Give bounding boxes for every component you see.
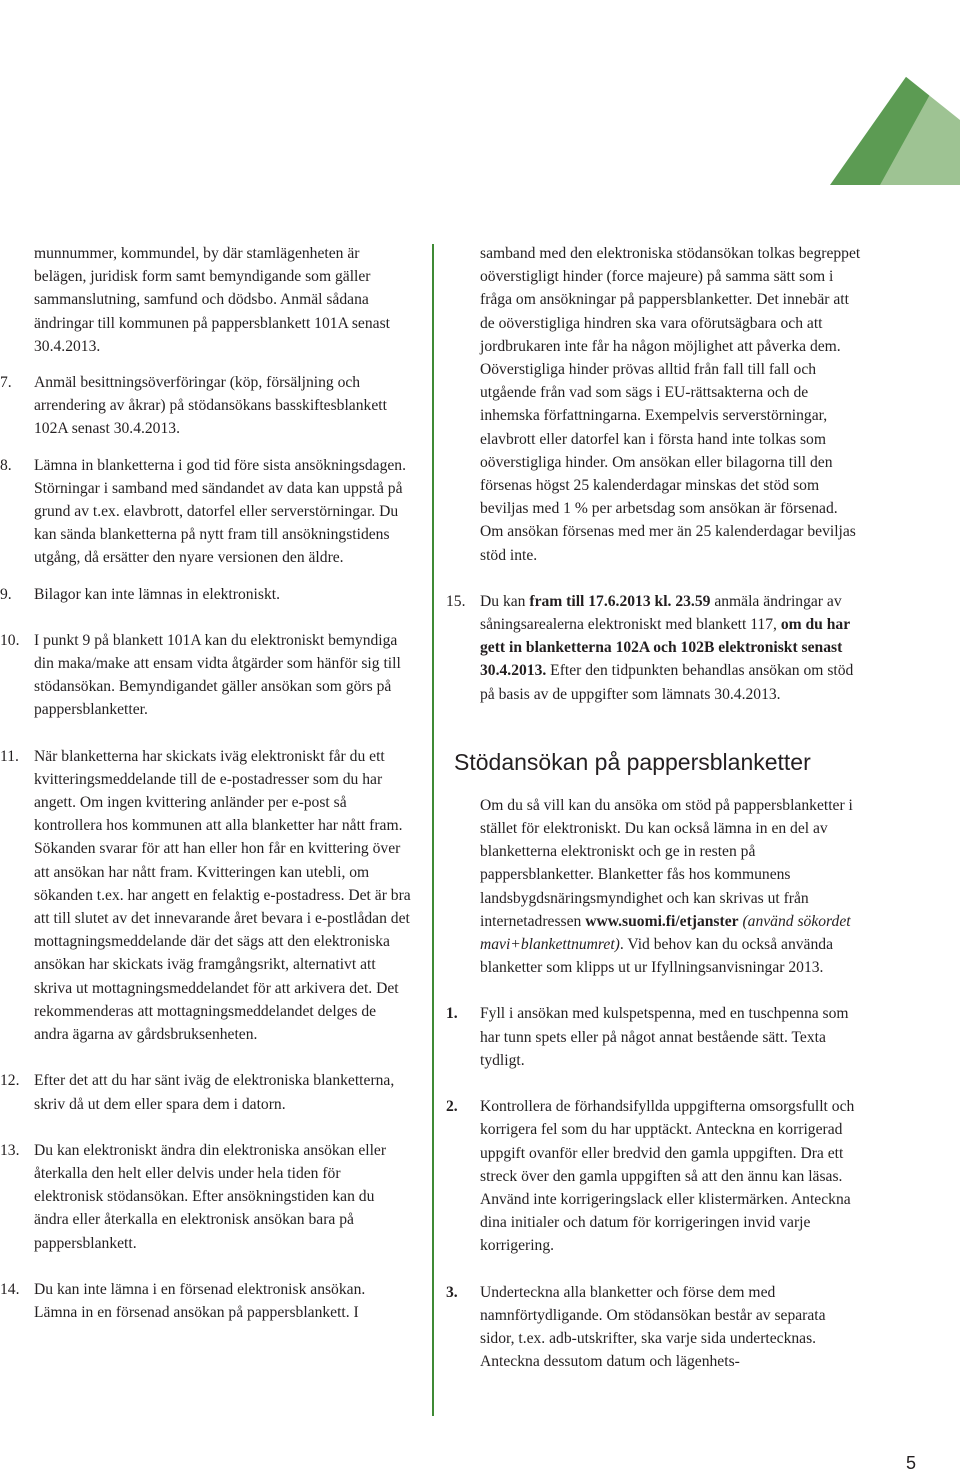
item-text: Bilagor kan inte lämnas in elektroniskt. — [34, 585, 280, 603]
left-column — [0, 242, 412, 1324]
list-item — [0, 454, 412, 570]
item-text: När blanketterna har skickats iväg elektroniskt får du ett kvitteringsmeddelande till de e-postadresser som du har angett. Om ingen kvittering anländer per e-post så kontrollera hos kommunen att alla blanketter har nått fram. Sökanden svarar för att han eller hon får en kvittering över att ansökan har nått fram. Kvitteringen kan utebli, om sökanden t.ex. har angett en felaktig e-postadress. Det är bra att till slutet av det innevarande året bevara i e-postlådan det mottagningsmeddelande där det sägs att den elektroniska ansökan har skickats iväg framgångsrikt, alternativt att skriva ut mottagningsmeddelandet för att arkivera det. Det rekommenderas att mottagningsmeddelandet delges de andra ägarna av gårdsbruksenheten. — [34, 747, 411, 1044]
item-number: 12. — [0, 1072, 20, 1090]
item-number: 14. — [0, 1280, 20, 1298]
item-number: 9. — [0, 585, 12, 603]
item-text: Efter det att du har sänt iväg de elektroniska blanketterna, skriv då ut dem eller spara dem i datorn. — [34, 1072, 395, 1113]
item-text: Lämna in blanketterna i god tid före sista ansökningsdagen. Störningar i samband med sändandet av data kan uppstå på grund av t.ex. elavbrott, datorfel eller serverstörningar. Du kan sända blanketterna på nytt fram till ansökningstidens utgång, då ersätter den nyare versionen den äldre. — [34, 456, 406, 567]
item-number: 13. — [0, 1141, 20, 1159]
list-item — [0, 745, 412, 1047]
item-number: 1. — [446, 1005, 458, 1023]
item-text: Du kan fram till 17.6.2013 kl. 23.59 anmäla ändringar av såningsarealerna elektroniskt med blankett 117, om du har gett in blanketterna 102A och 102B elektroniskt senast 30.4.2013. Efter den tidpunkten behandlas ansökan om stöd på basis av de uppgifter som lämnats 30.4.2013. — [480, 592, 854, 703]
item-number: 10. — [0, 631, 20, 649]
item-number: 3. — [446, 1283, 458, 1301]
item-text: Kontrollera de förhandsifyllda uppgifterna omsorgsfullt och korrigera fel som du har upptäckt. Anteckna en korrigerad uppgift ovanför eller bredvid den gamla uppgiften. Dra ett streck över den gamla uppgiften så att den ännu kan läsas. Använd inte korrigeringslack eller klistermärken. Anteckna dina initialer och datum för korrigeringen invid varje korrigering. — [480, 1098, 855, 1255]
list-item — [0, 629, 412, 722]
list-item — [0, 583, 412, 606]
green-corner-decoration — [680, 0, 960, 185]
right-intro: samband med den elektroniska stödansökan tolkas begreppet oöverstigligt hinder (force majeure) på samma sätt som i fråga om ansökningar på pappersblanketter. Det innebär att de oöverstigliga hindren ska vara oförutsägbara och att jordbrukaren inte får ha någon möjlighet att påverka dem. Oöverstigliga hinder prövas alltid från fall till fall och utgående från vad som sägs i EU-rättsakterna och de inhemska författningarna. Exempelvis serverstörningar, elavbrott eller datorfel kan i första hand inte tolkas som oöverstigliga hinder. Om ansökan eller bilagorna till den försenas högst 25 kalenderdagar minskas det stöd som beviljas med 1 % per arbetsdag som ansökan är försenad. Om ansökan försenas med mer än 25 kalenderdagar beviljas stöd inte. — [480, 245, 861, 564]
list-item — [0, 1069, 412, 1115]
list-item — [0, 371, 412, 441]
list-item — [446, 1095, 862, 1257]
item-number: 8. — [0, 456, 12, 474]
item-text: Underteckna alla blanketter och förse dem med namnförtydligande. Om stödansökan består av separata sidor, t.ex. adb-utskrifter, ska varje sida undertecknas. Anteckna dessutom datum och lägenhets- — [480, 1283, 826, 1371]
url-link[interactable]: www.suomi.fi/etjanster — [585, 912, 739, 930]
list-item — [0, 1278, 412, 1324]
item-number: 15. — [446, 592, 466, 610]
item-text: Du kan inte lämna i en försenad elektronisk ansökan. Lämna in en försenad ansökan på pappersblankett. I — [34, 1280, 366, 1321]
list-item — [446, 1002, 862, 1072]
column-divider — [432, 244, 434, 1416]
item-text: Fyll i ansökan med kulspetspenna, med en tuschpenna som har tunn spets eller på något annat bestående sätt. Texta tydligt. — [480, 1005, 849, 1069]
item-number: 2. — [446, 1098, 458, 1116]
item-text: Anmäl besittningsöverföringar (köp, försäljning och arrendering av åkrar) på stödansökans basskiftesblankett 102A senast 30.4.2013. — [34, 374, 387, 438]
list-item — [446, 1281, 862, 1374]
right-column — [446, 242, 862, 1373]
page-number: 5 — [906, 1453, 917, 1473]
list-item — [0, 1139, 412, 1255]
item-text: Du kan elektroniskt ändra din elektroniska ansökan eller återkalla den helt eller delvis under hela tiden för elektronisk stödansökan. Efter ansökningstiden kan du ändra eller återkalla en elektronisk ansökan bara på pappersblankett. — [34, 1141, 387, 1252]
section-heading: Stödansökan på pappersblanketter — [454, 748, 811, 775]
section-intro: Om du så vill kan du ansöka om stöd på pappersblanketter i stället för elektroniskt. Du kan också lämna in en del av blanketterna elektroniskt och ge in resten på pappersblanketter. Blanketter fås hos kommunens landsbygdsnäringsmyndighet och kan skrivas ut från internetadressen www.suomi.fi/etjanster (använd sökordet mavi+blankettnumret). Vid behov kan du också använda blanketter som klipps ut ur Ifyllningsanvisningar 2013. — [480, 796, 853, 977]
list-item — [446, 590, 862, 706]
item-text: I punkt 9 på blankett 101A kan du elektroniskt bemyndiga din maka/make att ensam vidta åtgärder som hänför sig till stödansökan. Bemyndigandet gäller ansökan som görs på pappersblanketter. — [34, 631, 401, 719]
left-intro: munnummer, kommundel, by där stamlägenheten är belägen, juridisk form samt bemyndigande som gäller sammanslutning, samfund och dödsbo. Anmäl sådana ändringar till kommunen på pappersblankett 101A senast 30.4.2013. — [34, 245, 390, 355]
item-number: 11. — [0, 747, 19, 765]
item-number: 7. — [0, 374, 12, 392]
